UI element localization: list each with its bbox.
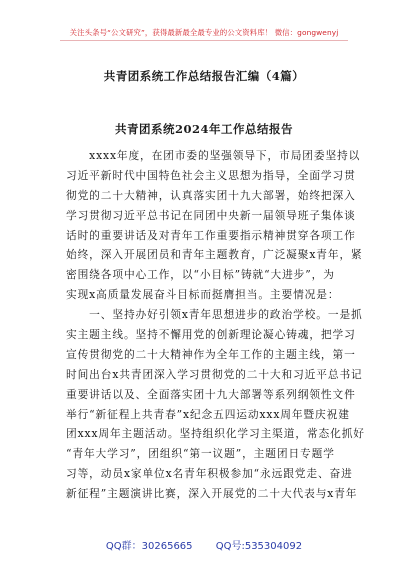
body-text	[66, 146, 365, 504]
text-line: 重要讲话以及、全面落实团十九大部署等系列纲领性文件	[66, 387, 356, 401]
text-line: 始终，深入开展团员和青年主题教育，广泛凝聚x青年，紧	[66, 248, 363, 262]
text-line: 习近平新时代中国特色社会主义思想为指导，全面学习贯	[66, 168, 356, 182]
text-line: 新征程”主题演讲比赛，深入开展党的二十大代表与x青年	[66, 487, 358, 501]
text-line: 实主题主线。坚持不懈用党的创新理论凝心铸魂，把学习	[66, 328, 356, 342]
text-line: xxxx年度，在团市委的坚强领导下，市局团委坚持以	[66, 149, 361, 162]
text-line: 团xxx周年主题活动。坚持组织化学习主渠道，常态化抓好	[66, 427, 365, 441]
text-line: 时间出台x共青团深入学习贯彻党的二十大和习近平总书记	[66, 367, 363, 381]
qq-group: QQ群：30265665	[105, 541, 193, 552]
text-line: 一、坚持办好引领x青年思想进步的政治学校。一是抓	[66, 308, 363, 322]
text-line: 习等，动员x家单位x名青年积极参加“永远跟党走、奋进	[66, 467, 353, 481]
text-line: 实现x高质量发展奋斗目标而挺膺担当。主要情况是：	[66, 288, 340, 302]
text-line: 话时的重要讲话及对青年工作重要指示精神贯穿各项工作	[66, 228, 356, 242]
document-title: 共青团系统工作总结报告汇编（4篇）	[103, 69, 305, 83]
section-title: 共青团系统2024年工作总结报告	[114, 122, 293, 136]
text-line: 学习贯彻习近平总书记在同团中央新一届领导班子集体谈	[66, 208, 356, 222]
footer-contact	[0, 537, 408, 552]
text-line: 举行“新征程上共青春”x纪念五四运动xxx周年暨庆祝建	[66, 407, 350, 421]
text-line: 密围绕各项中心工作，以“小目标”铸就“大进步”，为	[66, 268, 335, 282]
text-line: 宣传贯彻党的二十大精神作为全年工作的主题主线，第一	[66, 347, 356, 361]
qq-number: QQ号:535304092	[215, 541, 303, 552]
promo-banner: 关注头条号“公文研究”，获得最新最全最专业的公文资料库！ 微信：gongwenyj	[69, 28, 339, 37]
text-line: “青年大学习”，团组织“第一议题”，主题团日专题学	[66, 447, 335, 461]
header-divider	[60, 40, 348, 41]
text-line: 彻党的二十大精神，认真落实团十九大部署，始终把深入	[66, 188, 356, 202]
